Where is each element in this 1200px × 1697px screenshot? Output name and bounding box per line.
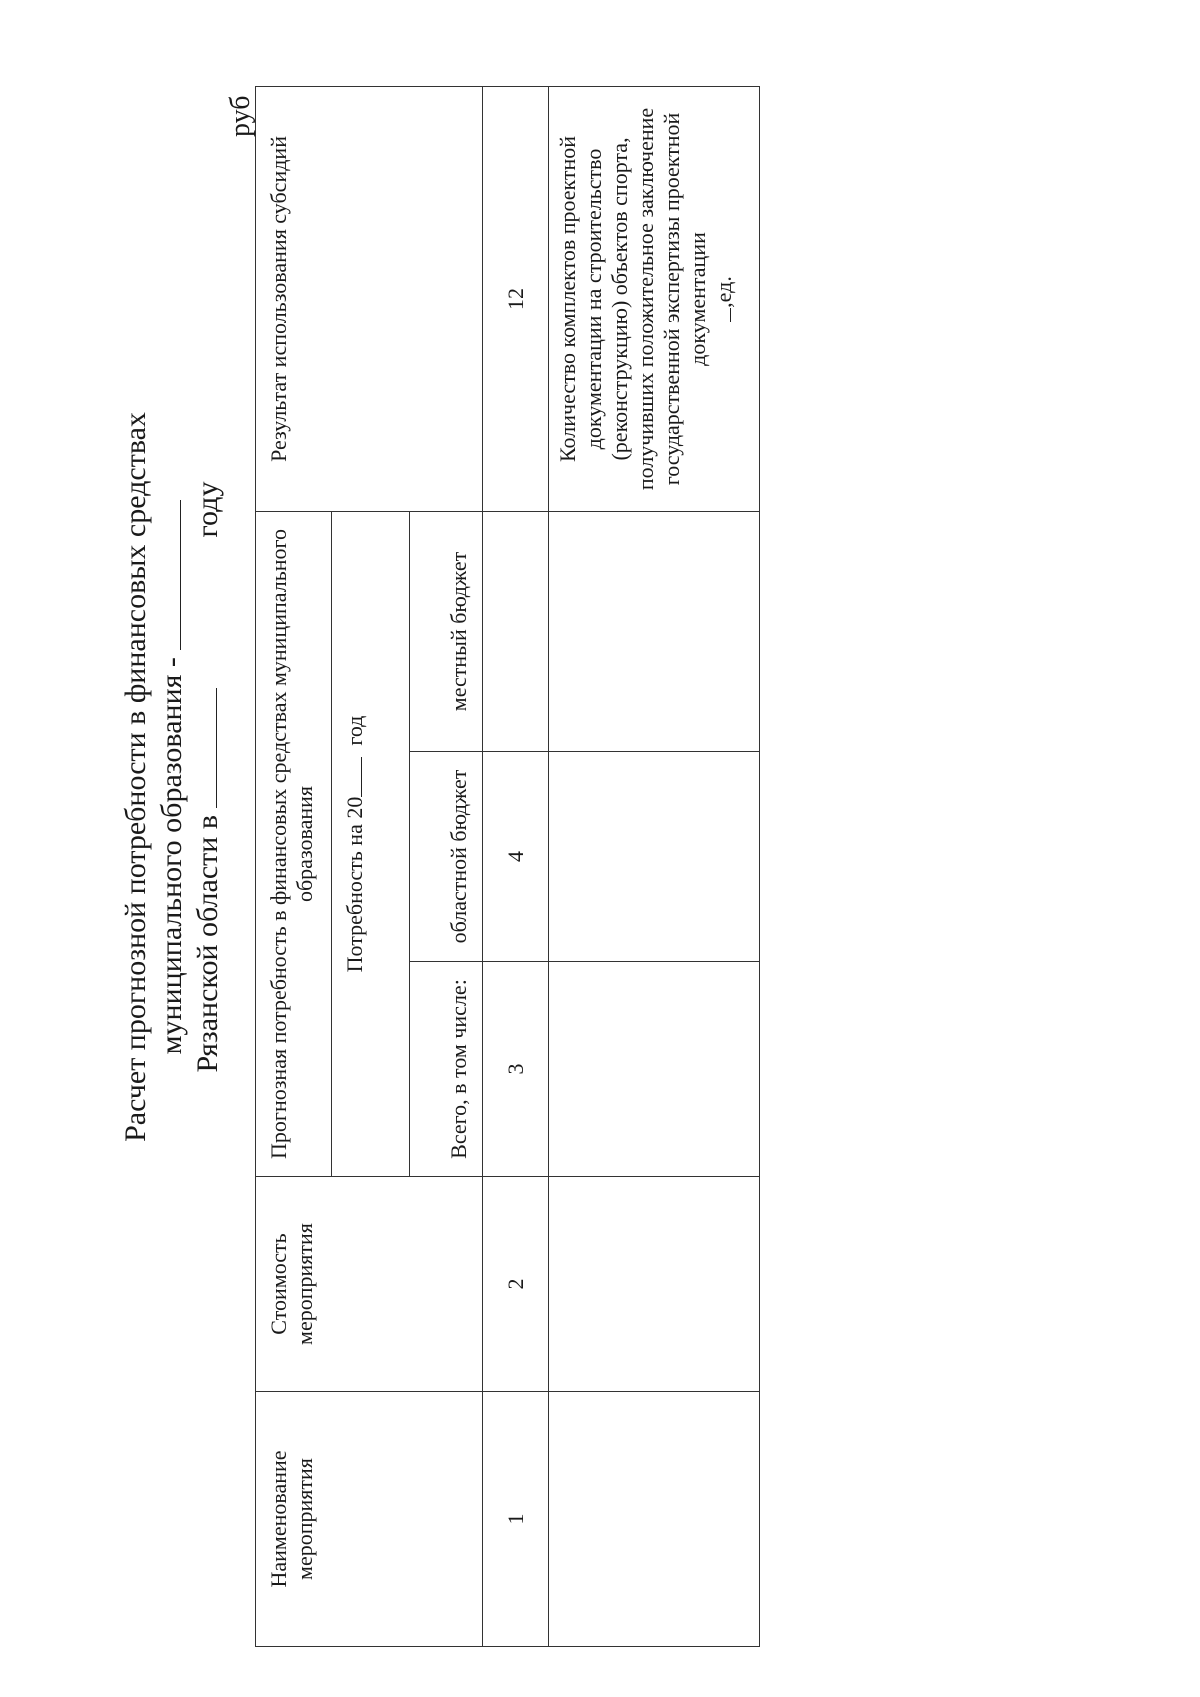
header-event-cost: Стоимость мероприятия xyxy=(256,1177,483,1392)
header-need-year-text-b: год xyxy=(341,715,367,746)
table-header-row xyxy=(256,86,332,1646)
cell-subsidy-result xyxy=(548,86,759,511)
table-row xyxy=(548,86,759,1646)
header-subsidy-result: Результат использования субсидий xyxy=(256,86,483,511)
forecast-table xyxy=(255,86,760,1647)
cell-local-budget xyxy=(548,511,759,751)
header-need-year xyxy=(331,511,409,1176)
header-total: Всего, в том числе: xyxy=(409,962,483,1177)
column-number-4: 4 xyxy=(483,752,549,962)
title-line-3 xyxy=(190,377,226,1177)
municipality-blank xyxy=(154,500,181,650)
result-unit: ,ед. xyxy=(710,276,736,308)
cell-event-name xyxy=(548,1392,759,1647)
header-need-year-text-a: Потребность на 20 xyxy=(341,796,367,973)
result-description: Количество комплектов проектной документации на строительство (реконструкцию) объектов спорта, получивших положительное заключение государственной экспертизы проектной документации xyxy=(554,107,710,491)
column-number-local xyxy=(483,511,549,751)
column-number-2: 2 xyxy=(483,1177,549,1392)
header-local-budget: местный бюджет xyxy=(409,511,483,751)
result-unit-blank xyxy=(730,308,731,322)
cell-total xyxy=(548,962,759,1177)
need-year-blank xyxy=(361,757,362,797)
header-regional-budget: областной бюджет xyxy=(409,752,483,962)
cell-event-cost xyxy=(548,1177,759,1392)
header-event-name: Наименование мероприятия xyxy=(256,1392,483,1647)
unit-label: руб xyxy=(225,95,256,137)
year-blank xyxy=(190,688,217,808)
title-line-2-text: муниципального образования - xyxy=(155,657,188,1055)
column-number-1: 1 xyxy=(483,1392,549,1647)
title-line-3-text-a: Рязанской области в xyxy=(191,815,224,1073)
document-title xyxy=(118,377,226,1177)
table-number-row xyxy=(483,86,549,1646)
title-line-1: Расчет прогнозной потребности в финансовых средствах xyxy=(119,412,152,1142)
header-forecast-need: Прогнозная потребность в финансовых средствах муниципального образования xyxy=(256,511,332,1176)
column-number-12: 12 xyxy=(483,86,549,511)
cell-regional-budget xyxy=(548,752,759,962)
title-line-2 xyxy=(154,377,190,1177)
column-number-3: 3 xyxy=(483,962,549,1177)
title-line-3-text-b: году xyxy=(191,481,224,538)
